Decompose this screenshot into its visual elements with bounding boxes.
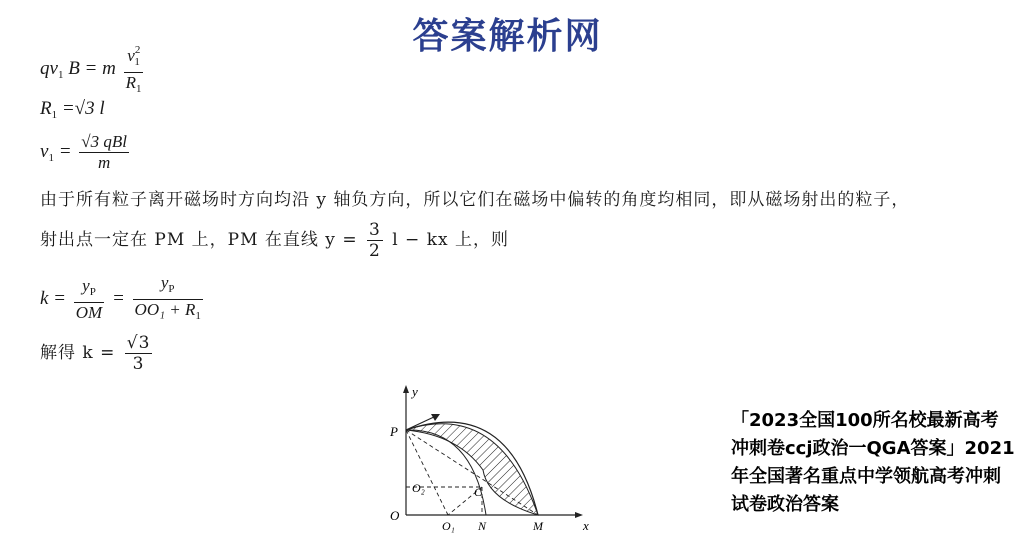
label-x: x (583, 518, 589, 533)
equation-1-fraction: $\frac{v^2_1}{R_1}$ (124, 40, 144, 99)
label-C: C (474, 485, 483, 499)
label-O2: O₂ (412, 481, 425, 495)
label-M: M (533, 519, 543, 533)
equation-1: $qv_1$ B = m $\frac{v^2_1}{R_1}$ (40, 40, 146, 99)
article-caption: 「2023全国100所名校最新高考冲刺卷ccj政治一QGA答案」2021年全国著名重点中学领航高考冲刺试卷政治答案 (731, 407, 1015, 519)
label-N: N (478, 519, 487, 533)
equation-k: k = $\frac{y_P}{OM}$ = $\frac{y_P}{OO_1 + R_1}$ (40, 273, 201, 322)
solution-line: 解得 k = $\frac{√3}{3}$ (40, 333, 151, 374)
dashed-po1 (406, 430, 448, 515)
label-O: O (390, 508, 400, 523)
x-axis-arrow-icon (575, 512, 583, 518)
watermark-title: 答案解析网 (412, 16, 603, 57)
geometry-figure (378, 380, 598, 538)
paragraph-line-2: 射出点一定在 PM 上，PM 在直线 y = $\frac{3}{2}$ l − kx 上，则 (40, 220, 509, 261)
equation-2: $R_1 =√3$ l (40, 98, 105, 121)
label-O1: O₁ (442, 519, 455, 533)
label-y: y (412, 384, 418, 399)
label-P: P (390, 424, 398, 439)
equation-3: $v_1$ = $\frac{\text{√3 qBl}}{m}$ (40, 132, 127, 172)
paragraph-line-1: 由于所有粒子离开磁场时方向均沿 y 轴负方向，所以它们在磁场中偏转的角度均相同，即从磁场射出的粒子， (40, 190, 910, 210)
y-axis-arrow-icon (403, 385, 409, 393)
